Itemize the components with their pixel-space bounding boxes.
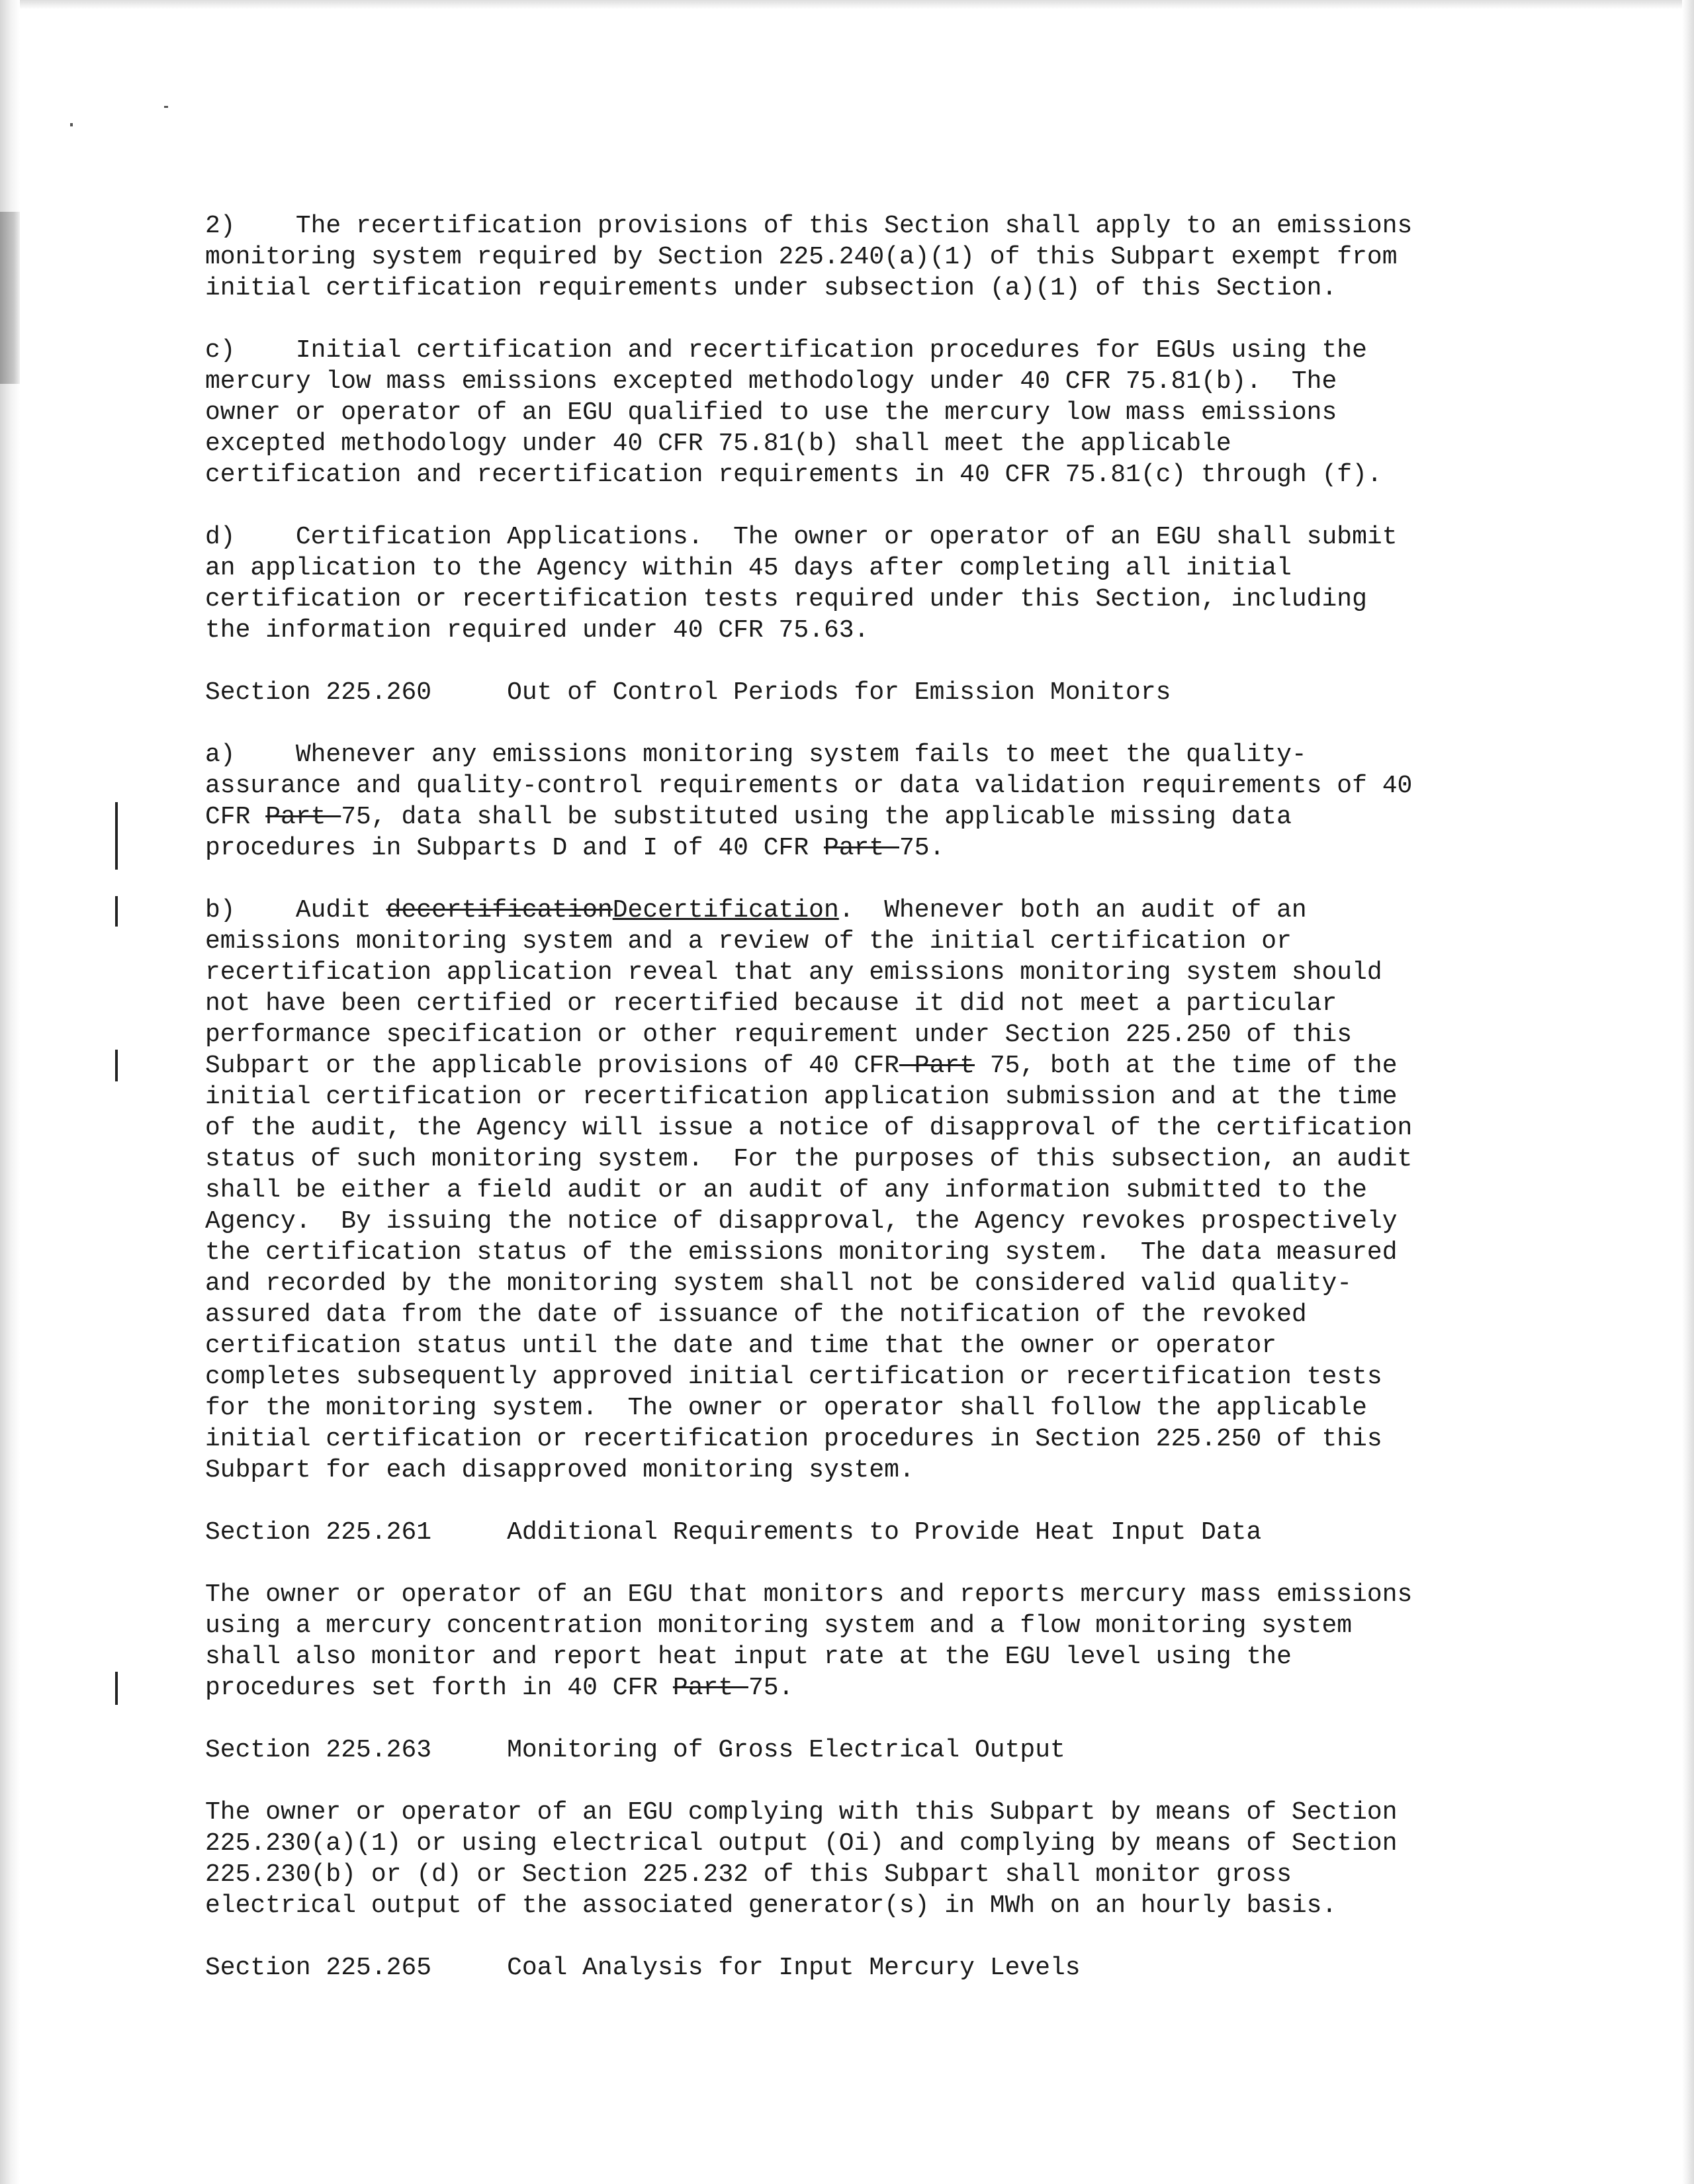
struck-text: Part — [265, 803, 341, 831]
section-heading-225-265: Section 225.265 Coal Analysis for Input Mercury Levels — [205, 1954, 1081, 1982]
inserted-text: Decertification — [612, 896, 839, 925]
struck-text: Part — [823, 834, 899, 862]
paragraph-heat-input-data: The owner or operator of an EGU that monitors and reports mercury mass emissions using a mercury concentration monitoring system and a flow monitoring system shall also monitor and report heat input rate at the EGU level using the procedures set forth in 40 CFR Part 75. — [205, 1580, 1413, 1702]
scan-edge-top — [0, 0, 1694, 9]
revision-change-bar — [115, 896, 118, 927]
scan-edge-right — [1682, 0, 1694, 2184]
scan-speck — [70, 123, 73, 126]
paragraph-gross-electrical-output: The owner or operator of an EGU complying with this Subpart by means of Section 225.230(a)(1) or using electrical output (Oi) and complying by means of Section 225.230(b) or (d) or Section 225.232 of this Subpart shall monitor gross electrical output of the associated generator(s) in MWh on an hourly basis. — [205, 1798, 1398, 1920]
paragraph-recertification-exempt: 2) The recertification provisions of this Section shall apply to an emissions monitoring system required by Section 225.240(a)(1) of this Subpart exempt from initial certification requirements under subsection (a)(1) of this Section. — [205, 212, 1413, 302]
paragraph-b-audit-decertification: b) Audit decertificationDecertification. Whenever both an audit of an emissions monitoring system and a review of the initial certification or recertification application reveal that any emissions monitoring system should not have been certified or recertified because it did not meet a particular performance specification or other requirement under Section 225.250 of this Subpart or the applicable provisions of 40 CFR Part 75, both at the time of the initial certification or recertification application submission and at the time of the audit, the Agency will issue a notice of disapproval of the certification status of such monitoring system. For the purposes of this subsection, an audit shall be either a field audit or an audit of any information submitted to the Agency. By issuing the notice of disapproval, the Agency revokes prospectively the certification status of the emissions monitoring system. The data measured and recorded by the monitoring system shall not be considered valid quality- assured data from the date of issuance of the notification of the revoked certification status until the date and time that the owner or operator completes subsequently approved initial certification or recertification tests for the monitoring system. The owner or operator shall follow the applicable initial certification or recertification procedures in Section 225.250 of this Subpart for each disapproved monitoring system. — [205, 896, 1413, 1484]
section-heading-225-263: Section 225.263 Monitoring of Gross Electrical Output — [205, 1736, 1065, 1764]
revision-change-bar — [115, 1672, 118, 1705]
revision-change-bar — [115, 1050, 118, 1081]
revision-change-bar — [115, 802, 118, 870]
struck-text: Part — [899, 1052, 975, 1080]
struck-text: Part — [672, 1674, 748, 1702]
scan-edge-left — [0, 0, 20, 2184]
section-heading-225-260: Section 225.260 Out of Control Periods for Emission Monitors — [205, 678, 1171, 707]
scan-shadow-band — [0, 212, 20, 384]
paragraph-d-certification-applications: d) Certification Applications. The owner or operator of an EGU shall submit an application to the Agency within 45 days after completing all initial certification or recertification tests required under this Section, including the information required under 40 CFR 75.63. — [205, 523, 1398, 645]
scan-speck — [164, 106, 168, 108]
paragraph-a-out-of-control: a) Whenever any emissions monitoring system fails to meet the quality- assurance and quality-control requirements or data validation requirements of 40 CFR Part 75, data shall be substituted using the applicable missing data procedures in Subparts D and I of 40 CFR Part 75. — [205, 741, 1413, 862]
struck-text: decertification — [386, 896, 613, 925]
paragraph-c-low-mass-emissions: c) Initial certification and recertification procedures for EGUs using the mercury low mass emissions excepted methodology under 40 CFR 75.81(b). The owner or operator of an EGU qualified to use the mercury low mass emissions excepted methodology under 40 CFR 75.81(b) shall meet the applicable certification and recertification requirements in 40 CFR 75.81(c) through (f). — [205, 336, 1382, 489]
section-heading-225-261: Section 225.261 Additional Requirements to Provide Heat Input Data — [205, 1518, 1262, 1547]
document-page — [205, 210, 1568, 1983]
